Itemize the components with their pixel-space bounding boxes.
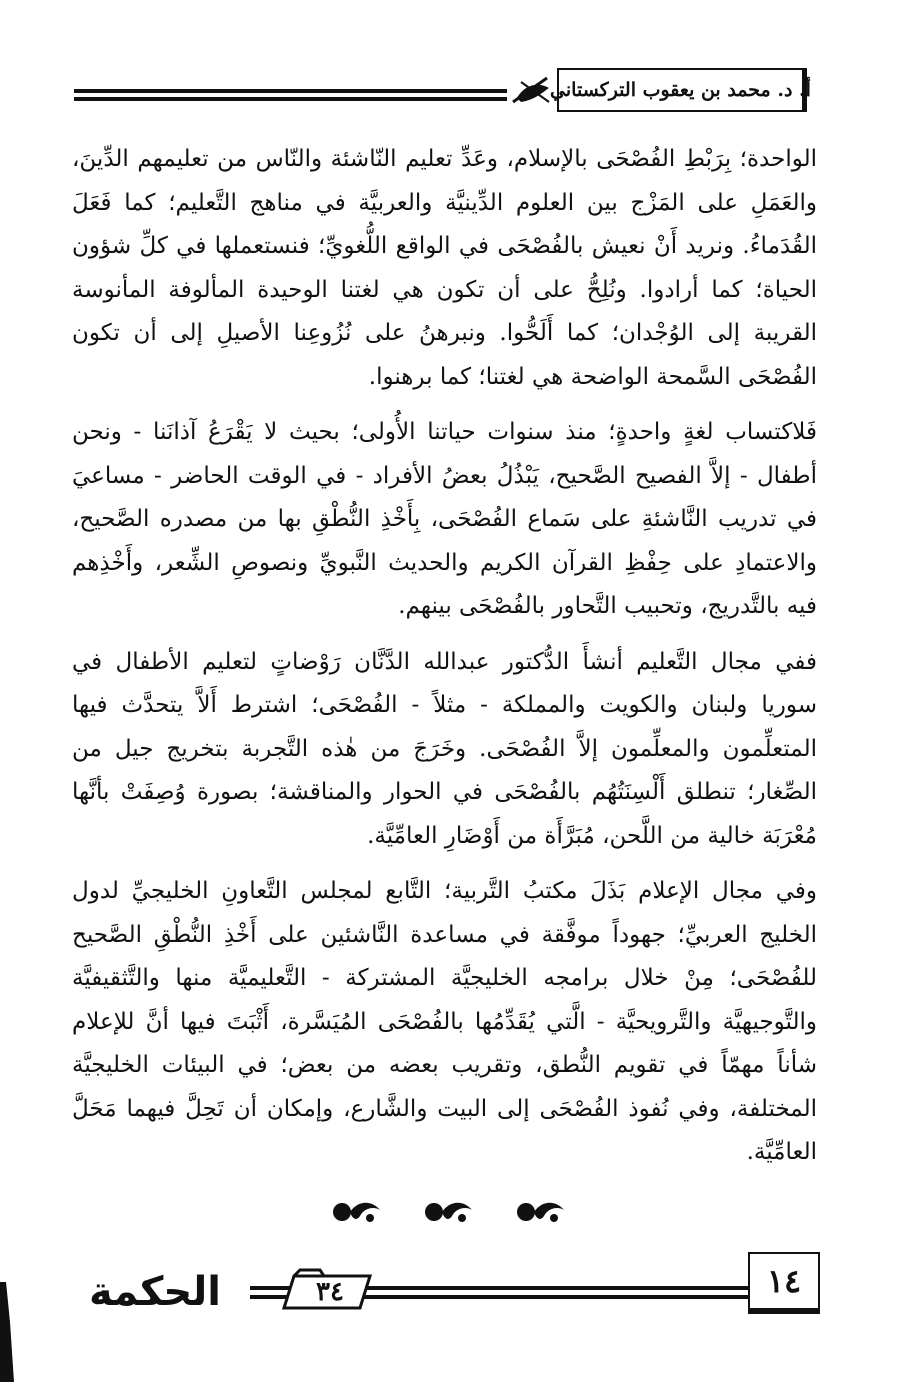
ornament-icon [422,1196,478,1228]
author-name: أ. د. محمد بن يعقوب التركستاني [550,79,811,101]
paragraph: الواحدة؛ بِرَبْطِ الفُصْحَى بالإسلام، وعَدِّ تعليم النّاشئة والنّاس من تعليمهم الدِّينَ، والعَمَلِ على المَزْج بين العلوم الدِّينيَّة والعربيَّة في مناهج التَّعليم؛ كما فَعَلَ القُدَماءُ. ونريد أَنْ نعيش بالفُصْحَى في الواقع اللُّغويِّ؛ فنستعملها في كلِّ شؤون الحياة؛ كما أرادوا. ونُلِحُّ على أن تكون هي لغتنا الوحيدة المألوفة المأنوسة القريبة إلى الوُجْدان؛ كما أَلَحُّوا. ونبرهنُ على نُزُوعِنا الأصيلِ إلى أن تكون الفُصْحَى السَّمحة الواضحة هي لغتنا؛ كما برهنوا. [72,146,817,390]
article-body [72,138,817,1175]
scan-edge [0,1282,14,1382]
paragraph: ففي مجال التَّعليم أنشأَ الدُّكتور عبدالله الدَّنَّان رَوْضاتٍ لتعليم الأطفال في سوريا ولبنان والكويت والمملكة - مثلاً - الفُصْحَى؛ اشترط أَلاَّ يتحدَّث فيها المتعلِّمون والمعلِّمون إلاَّ الفُصْحَى. وخَرَجَ من هٰذه التَّجربة بتخريج جيل من الصِّغار؛ تنطلق أَلْسِنَتُهُم بالفُصْحَى في الحوار والمناقشة؛ بصورة وُصِفَتْ بأنَّها مُعْرَبَة خالية من اللَّحن، مُبَرَّأَة من أَوْضَارِ العامِّيَّة. [72,648,818,849]
ornament-icon [330,1196,386,1228]
author-header [550,68,811,112]
page-number: ١٤ [766,1262,802,1300]
magazine-logo: الحكمة [89,1269,221,1315]
section-divider [330,1192,570,1232]
page-number-box [748,1252,820,1314]
issue-number: ٣٤ [316,1277,344,1307]
header-rule [74,84,557,106]
paragraph: وفي مجال الإعلام بَذَلَ مكتبُ التَّربية؛ التَّابع لمجلس التَّعاونِ الخليجيِّ لدول الخليج العربيِّ؛ جهوداً موفَّقة في مساعدة النَّاشئين على أَخْذِ النُّطْقِ الصَّحيح للفُصْحَى؛ مِنْ خلال برامجه الخليجيَّة المشتركة - التَّعليميَّة منها والتَّثقيفيَّة والتَّوجيهيَّة والتَّرويحيَّة - الَّتي يُقَدِّمُها بالفُصْحَى المُيَسَّرة، أَثْبَتَ فيها أنَّ للإعلام شأناً مهمّاً في تقويم النُّطق، وتقريب بعضه من بعض؛ في البيئات الخليجيَّة المختلفة، وفي نُفوذ الفُصْحَى إلى البيت والشَّارع، وإمكان أن تَحِلَّ فيهما مَحَلَّ العامِّيَّة. [72,878,817,1165]
paragraph: فَلاكتساب لغةٍ واحدةٍ؛ منذ سنوات حياتنا الأُولى؛ بحيث لا يَقْرَعُ آذانَنا - ونحن أطفال - إلاَّ الفصيح الصَّحيح، يَبْذُلُ بعضُ الأفراد - في الوقت الحاضر - مساعيَ في تدريب النَّاشئةِ على سَماع الفُصْحَى، بِأَخْذِ النُّطْقِ بها من مصدره الصَّحيح، والاعتمادِ على حِفْظِ القرآن الكريم والحديث النَّبويِّ ونصوصِ الشِّعر، وأَخْذِهم فيه بالتَّدريج، وتحبيب التَّحاور بالفُصْحَى بينهم. [72,419,817,619]
ornament-icon [514,1196,570,1228]
